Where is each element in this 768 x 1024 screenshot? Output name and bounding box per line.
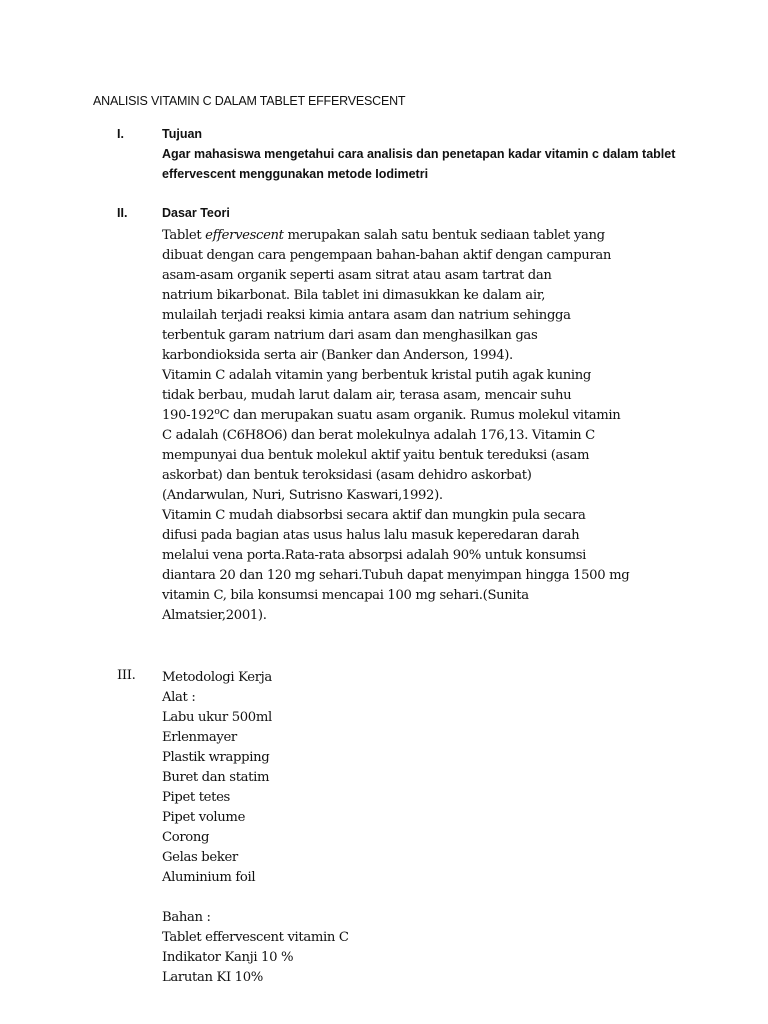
alat-item: Pipet tetes bbox=[162, 790, 230, 805]
section-2-line: Vitamin C mudah diabsorbsi secara aktif dan mungkin pula secara bbox=[162, 508, 586, 523]
section-1-line: Agar mahasiswa mengetahui cara analisis dan penetapan kadar vitamin c dalam tablet bbox=[162, 147, 676, 161]
italic-term: effervescent bbox=[205, 228, 284, 243]
alat-item: Corong bbox=[162, 830, 210, 845]
section-2-line: Vitamin C adalah vitamin yang berbentuk kristal putih agak kuning bbox=[162, 368, 591, 383]
section-2-line: mempunyai dua bentuk molekul aktif yaitu bentuk tereduksi (asam bbox=[162, 448, 590, 463]
bahan-item: Tablet effervescent vitamin C bbox=[162, 930, 349, 945]
section-1-body bbox=[162, 144, 692, 184]
bahan-label: Bahan : bbox=[162, 910, 211, 925]
section-2-line: karbondioksida serta air (Banker dan Anderson, 1994). bbox=[162, 348, 513, 363]
section-2-line: (Andarwulan, Nuri, Sutrisno Kaswari,1992). bbox=[162, 488, 443, 503]
section-1-heading: Tujuan bbox=[162, 127, 203, 141]
text-run: C dan merupakan suatu asam organik. Rumus molekul vitamin bbox=[219, 408, 621, 423]
section-2-line bbox=[162, 406, 722, 426]
bahan-item: Indikator Kanji 10 % bbox=[162, 950, 294, 965]
section-2-heading: Dasar Teori bbox=[162, 206, 230, 220]
alat-item: Erlenmayer bbox=[162, 730, 237, 745]
section-2-line: melalui vena porta.Rata-rata absorpsi adalah 90% untuk konsumsi bbox=[162, 548, 587, 563]
alat-item: Gelas beker bbox=[162, 850, 238, 865]
section-2-line: natrium bikarbonat. Bila tablet ini dimasukkan ke dalam air, bbox=[162, 288, 546, 303]
section-2-body bbox=[162, 226, 722, 626]
section-3-heading: Metodologi Kerja bbox=[162, 670, 272, 685]
section-2-line: C adalah (C6H8O6) dan berat molekulnya adalah 176,13. Vitamin C bbox=[162, 428, 595, 443]
section-2-line: tidak berbau, mudah larut dalam air, terasa asam, mencair suhu bbox=[162, 388, 572, 403]
section-2-line: vitamin C, bila konsumsi mencapai 100 mg sehari.(Sunita bbox=[162, 588, 529, 603]
section-2-line bbox=[162, 226, 722, 246]
section-2-line: diantara 20 dan 120 mg sehari.Tubuh dapat menyimpan hingga 1500 mg bbox=[162, 568, 630, 583]
section-3-number: III. bbox=[117, 668, 136, 683]
document-title: ANALISIS VITAMIN C DALAM TABLET EFFERVESCENT bbox=[93, 94, 406, 108]
section-2-line: askorbat) dan bentuk teroksidasi (asam dehidro askorbat) bbox=[162, 468, 532, 483]
section-3-body bbox=[162, 668, 722, 988]
degree-superscript: o bbox=[214, 407, 220, 417]
blank-line bbox=[162, 888, 722, 908]
section-1-line: effervescent menggunakan metode Iodimetri bbox=[162, 167, 429, 181]
alat-item: Aluminium foil bbox=[162, 870, 256, 885]
section-1-number: I. bbox=[117, 127, 124, 141]
section-2-line: terbentuk garam natrium dari asam dan menghasilkan gas bbox=[162, 328, 538, 343]
text-run: 190-192 bbox=[162, 408, 215, 423]
alat-item: Buret dan statim bbox=[162, 770, 270, 785]
section-2-line: Almatsier,2001). bbox=[162, 608, 267, 623]
text-run: Tablet bbox=[162, 228, 206, 243]
alat-label: Alat : bbox=[162, 690, 196, 705]
alat-item: Labu ukur 500ml bbox=[162, 710, 272, 725]
section-2-line: dibuat dengan cara pengempaan bahan-bahan aktif dengan campuran bbox=[162, 248, 612, 263]
section-2-line: difusi pada bagian atas usus halus lalu masuk keperedaran darah bbox=[162, 528, 580, 543]
section-2-line: asam-asam organik seperti asam sitrat atau asam tartrat dan bbox=[162, 268, 552, 283]
section-2-number: II. bbox=[117, 206, 128, 220]
alat-item: Plastik wrapping bbox=[162, 750, 270, 765]
alat-item: Pipet volume bbox=[162, 810, 246, 825]
text-run: merupakan salah satu bentuk sediaan tablet yang bbox=[283, 228, 605, 243]
bahan-item: Larutan KI 10% bbox=[162, 970, 263, 985]
section-2-line: mulailah terjadi reaksi kimia antara asam dan natrium sehingga bbox=[162, 308, 571, 323]
